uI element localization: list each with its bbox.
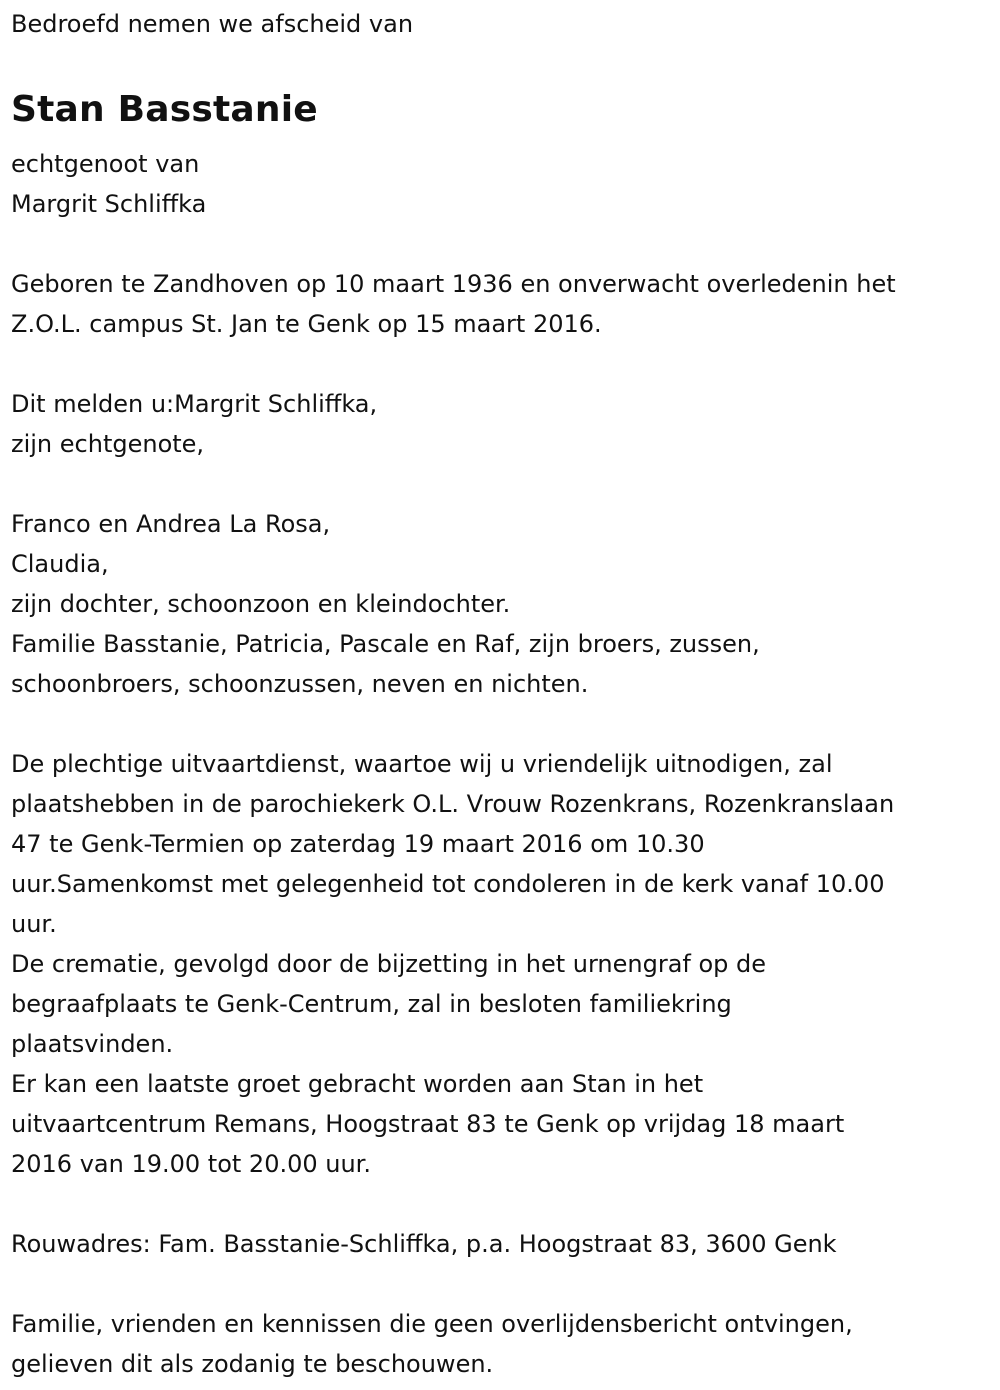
family-line: schoonbroers, schoonzussen, neven en nichten.	[11, 670, 589, 698]
family-line: Franco en Andrea La Rosa,	[11, 510, 331, 538]
ceremony-line: 2016 van 19.00 tot 20.00 uur.	[11, 1150, 371, 1178]
ceremony-line: uitvaartcentrum Remans, Hoogstraat 83 te Genk op vrijdag 18 maart	[11, 1110, 845, 1138]
ceremony-line: plaatsvinden.	[11, 1030, 174, 1058]
family-block	[11, 504, 991, 704]
birth-death-line: Geboren te Zandhoven op 10 maart 1936 en onverwacht overledenin het	[11, 270, 896, 298]
closing-line: Familie, vrienden en kennissen die geen overlijdensbericht ontvingen,	[11, 1310, 853, 1338]
obituary-document	[11, 0, 991, 1384]
address-line: Rouwadres: Fam. Basstanie-Schliffka, p.a. Hoogstraat 83, 3600 Genk	[11, 1230, 837, 1258]
ceremony-line: uur.Samenkomst met gelegenheid tot condoleren in de kerk vanaf 10.00	[11, 870, 885, 898]
announcers-line: zijn echtgenote,	[11, 430, 205, 458]
family-line: zijn dochter, schoonzoon en kleindochter.	[11, 590, 511, 618]
ceremony-line: De crematie, gevolgd door de bijzetting in het urnengraf op de	[11, 950, 767, 978]
ceremony-line: De plechtige uitvaartdienst, waartoe wij u vriendelijk uitnodigen, zal	[11, 750, 833, 778]
ceremony-line: plaatshebben in de parochiekerk O.L. Vrouw Rozenkrans, Rozenkranslaan	[11, 790, 895, 818]
ceremony-line: 47 te Genk-Termien op zaterdag 19 maart 2016 om 10.30	[11, 830, 705, 858]
birth-death-block	[11, 264, 991, 344]
announcers-line: Dit melden u:Margrit Schliffka,	[11, 390, 378, 418]
family-line: Familie Basstanie, Patricia, Pascale en Raf, zijn broers, zussen,	[11, 630, 760, 658]
closing-line: gelieven dit als zodanig te beschouwen.	[11, 1350, 494, 1378]
intro-text: Bedroefd nemen we afscheid van	[11, 10, 414, 38]
spouse-line: echtgenoot van	[11, 150, 200, 178]
deceased-name: Stan Basstanie	[11, 89, 318, 130]
family-line: Claudia,	[11, 550, 109, 578]
ceremony-block	[11, 744, 991, 1184]
closing-block	[11, 1304, 991, 1384]
ceremony-line: Er kan een laatste groet gebracht worden aan Stan in het	[11, 1070, 704, 1098]
birth-death-line: Z.O.L. campus St. Jan te Genk op 15 maart 2016.	[11, 310, 602, 338]
announcers-block	[11, 384, 991, 464]
spouse-block	[11, 144, 991, 224]
ceremony-line: begraafplaats te Genk-Centrum, zal in besloten familiekring	[11, 990, 732, 1018]
ceremony-line: uur.	[11, 910, 57, 938]
spouse-line: Margrit Schliffka	[11, 190, 207, 218]
